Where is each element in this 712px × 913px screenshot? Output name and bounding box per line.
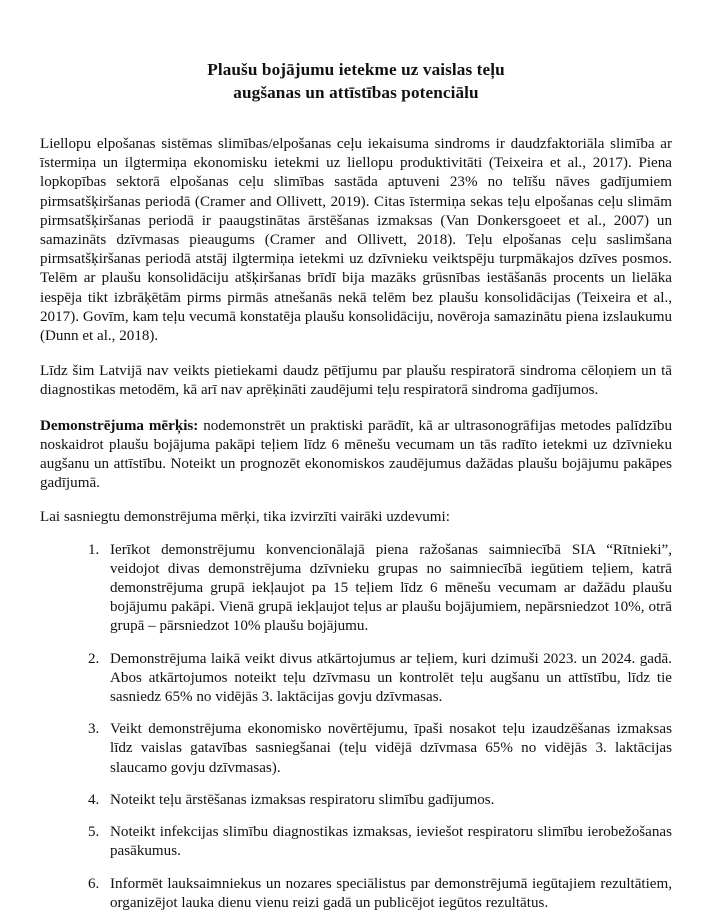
tasks-list: [40, 541, 672, 913]
list-item: Veikt demonstrējuma ekonomisko novērtējumu, īpaši nosakot teļu izaudzēšanas izmaksas līdz vaislas gatavības sasniegšanai (teļu vidējā dzīvmasa 65% no vidējās 3. laktācijas slaucamo govju dzīvmasas).: [110, 721, 672, 776]
list-item: Noteikt teļu ārstēšanas izmaksas respiratoru slimību gadījumos.: [110, 791, 495, 808]
page-title: [40, 0, 672, 104]
page-title-line-1: Plaušu bojājumu ietekme uz vaislas teļu: [207, 60, 505, 79]
objective-text: nodemonstrēt un praktiski parādīt, kā ar ultrasonogrāfijas metodes palīdzību noskaidrot plaušu bojājuma pakāpi teļiem līdz 6 mēnešu vecumam un tās radīto ietekmi uz dzīvnieku augšanu un attīstību. Noteikt un prognozēt ekonomiskos zaudējumus dažādas plaušu bojājumu pakāpes gadījumā.: [40, 417, 672, 492]
intro-paragraph: Liellopu elpošanas sistēmas slimības/elpošanas ceļu iekaisuma sindroms ir daudzfaktoriāla slimība ar īstermiņa un ilgtermiņa ekonomisku ietekmi uz liellopu produktivitāti (Teixeira et al., 2017). Piena lopkopības sektorā elpošanas ceļu slimības sastāda aptuveni 23% no telīšu nāves gadījumiem pirmsatšķiršanas periodā (Cramer and Ollivett, 2019). Citas īstermiņa sekas teļu elpošanas ceļu slimām pirmsatšķiršanas periodā ir paaugstinātas ārstēšanas izmaksas (Van Donkersgoeet et al., 2007) un samazināts dzīvmasas pieaugums (Cramer and Ollivett, 2018). Teļu elpošanas ceļu saslimšana pirmsatšķiršanas periodā atstāj ilgtermiņa ietekmi uz dzīvnieku veiktspēju turpmākajos dzīves posmos. Telēm ar plaušu konsolidāciju atšķiršanas brīdī bija mazāks grūsnības iestāšanās procents un lielāka iespēja tikt izbrāķētām pirms pirmās atnešanās nekā telēm bez plaušu konsolidācijas (Teixeira et al., 2017). Govīm, kam teļu vecumā konstatēja plaušu konsolidāciju, novēroja samazinātu piena izslaukumu (Dunn et al., 2018).: [40, 136, 672, 345]
list-item: Noteikt infekcijas slimību diagnostikas izmaksas, ieviešot respiratoru slimību ierobežošanas pasākumus.: [110, 824, 672, 860]
objective-label: Demonstrējuma mērķis:: [40, 417, 199, 434]
objective-paragraph: [40, 417, 672, 494]
list-item: Demonstrējuma laikā veikt divus atkārtojumus ar teļiem, kuri dzimuši 2023. un 2024. gadā. Abos atkārtojumos noteikt teļu dzīvmasu un kontrolēt teļu augšanu un attīstību, līdz tie sasniedz 65% no vidējās 3. laktācijas govju dzīvmasas.: [110, 650, 672, 706]
tasks-intro: Lai sasniegtu demonstrējuma mērķi, tika izvirzīti vairāki uzdevumi:: [40, 509, 450, 526]
list-item: Ierīkot demonstrējumu konvencionālajā piena ražošanas saimniecībā SIA “Rītnieki”, veidojot divas demonstrējuma dzīvnieku grupas no saimniecībā iegūtiem teļiem, katrā demonstrējuma grupā iekļaujot pa 15 teļiem līdz 6 mēnešu vecumam ar dažādu plaušu bojājumu pakāpi. Vienā grupā iekļaujot teļus ar plaušu bojājumiem, nepārsniedzot 10%, otrā grupā – pārsniedzot 10% plaušu bojājumu.: [110, 541, 672, 635]
research-gap-paragraph: Līdz šim Latvijā nav veikts pietiekami daudz pētījumu par plaušu respiratorā sindroma cēloņiem un tā diagnostikas metodēm, kā arī nav aprēķināti zaudējumi teļu respiratorā sindroma gadījumos.: [40, 363, 672, 399]
page-title-line-2: augšanas un attīstības potenciālu: [233, 82, 479, 102]
list-item: Informēt lauksaimniekus un nozares speciālistus par demonstrējumā iegūtajiem rezultātiem, organizējot lauka dienu vienu reizi gadā un publicējot iegūtos rezultātus.: [110, 875, 672, 911]
